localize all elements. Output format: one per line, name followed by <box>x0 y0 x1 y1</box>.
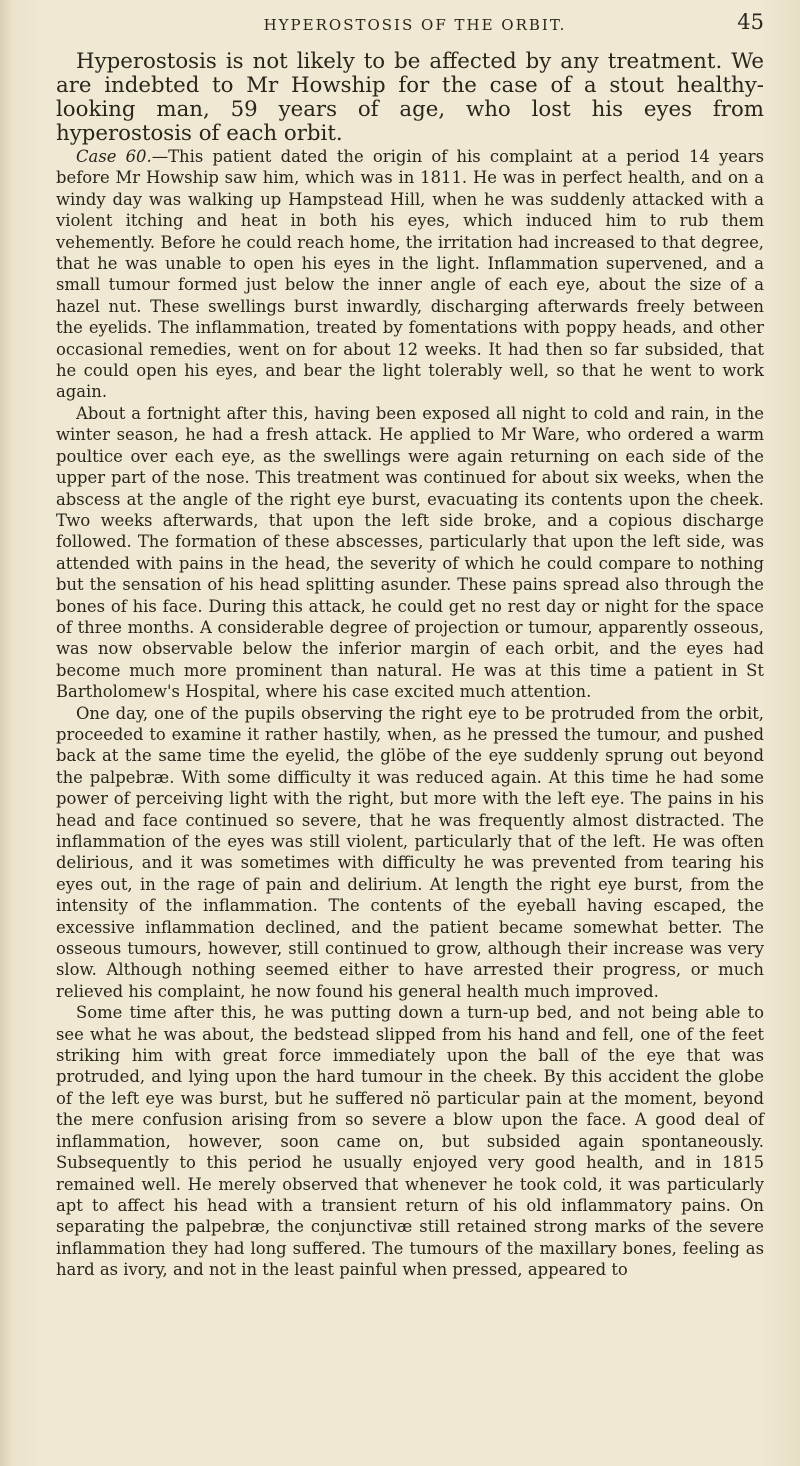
body-paragraph <box>56 1002 764 1280</box>
body-paragraph-text: One day, one of the pupils observing the right eye to be protruded from the orbit, proceeded to examine it rather hastily, when, as he pressed the tumour, and pushed back at the same time the eyelid, the glöbe of the eye suddenly sprung out beyond the palpebræ. With some difficulty it was reduced again. At this time he had some power of perceiving light with the right, but more with the left eye. The pains in his head and face continued so severe, that he was frequently almost distracted. The inflammation of the eyes was still violent, particularly that of the left. He was often delirious, and it was sometimes with difficulty he was prevented from tearing his eyes out, in the rage of pain and delirium. At length the right eye burst, from the intensity of the inflammation. The contents of the eyeball having escaped, the excessive inflammation declined, and the patient became somewhat better. The osseous tumours, however, still continued to grow, although their increase was very slow. Although nothing seemed either to have arrested their progress, or much relieved his complaint, he now found his general health much improved. <box>56 703 764 1001</box>
body-paragraph <box>56 703 764 1003</box>
intro-text: Hyperostosis is not likely to be affected by any treatment. We are indebted to Mr Howship for the case of a stout healthy-looking man, 59 years of age, who lost his eyes from hyperostosis of each orbit. <box>56 49 764 146</box>
body-paragraph <box>56 403 764 703</box>
running-head <box>56 10 764 44</box>
body-paragraph-text: Some time after this, he was putting down a turn-up bed, and not being able to see what he was about, the bedstead slipped from his hand and fell, one of the feet striking him with great force immediately upon the ball of the eye that was protruded, and lying upon the hard tumour in the cheek. By this accident the globe of the left eye was burst, but he suffered nö particular pain at the moment, beyond the mere confusion arising from so severe a blow upon the face. A good deal of inflammation, however, soon came on, but subsided again spontaneously. Subsequently to this period he usually enjoyed very good health, and in 1815 remained well. He merely observed that whenever he took cold, it was particularly apt to affect his head with a transient return of his old inflammatory pains. On separating the palpebræ, the conjunctivæ still retained strong marks of the severe inflammation they had long suffered. The tumours of the maxillary bones, feeling as hard as ivory, and not in the least painful when pressed, appeared to <box>56 1003 764 1280</box>
case-paragraph <box>56 146 764 403</box>
intro-paragraph <box>56 50 764 146</box>
case-label: Case 60. <box>76 147 152 166</box>
case-text: —This patient dated the origin of his complaint at a period 14 years before Mr Howship saw him, which was in 1811. He was in perfect health, and on a windy day was walking up Hampstead Hill, when he was suddenly attacked with a violent itching and heat in both his eyes, which induced him to rub them vehemently. Before he could reach home, the irritation had increased to that degree, that he was unable to open his eyes in the light. Inflammation supervened, and a small tumour formed just below the inner angle of each eye, about the size of a hazel nut. These swellings burst inwardly, discharging afterwards freely between the eyelids. The inflammation, treated by fomentations with poppy heads, and other occasional remedies, went on for about 12 weeks. It had then so far subsided, that he could open his eyes, and bear the light tolerably well, so that he went to work again. <box>56 147 764 402</box>
body-paragraph-text: About a fortnight after this, having been exposed all night to cold and rain, in the winter season, he had a fresh attack. He applied to Mr Ware, who ordered a warm poultice over each eye, as the swellings were again returning on each side of the upper part of the nose. This treatment was continued for about six weeks, when the abscess at the angle of the right eye burst, evacuating its contents upon the cheek. Two weeks afterwards, that upon the left side broke, and a copious discharge followed. The formation of these abscesses, particularly that upon the left side, was attended with pains in the head, the severity of which he could compare to nothing but the sensation of his head splitting asunder. These pains spread also through the bones of his face. During this attack, he could get no rest day or night for the space of three months. A considerable degree of projection or tumour, apparently osseous, was now observable below the inferior margin of each orbit, and the eyes had become much more prominent than natural. He was at this time a patient in St Bartholomew's Hospital, where his case excited much attention. <box>56 403 764 702</box>
running-title: HYPEROSTOSIS OF THE ORBIT. <box>263 16 567 34</box>
page-number: 45 <box>737 10 764 34</box>
